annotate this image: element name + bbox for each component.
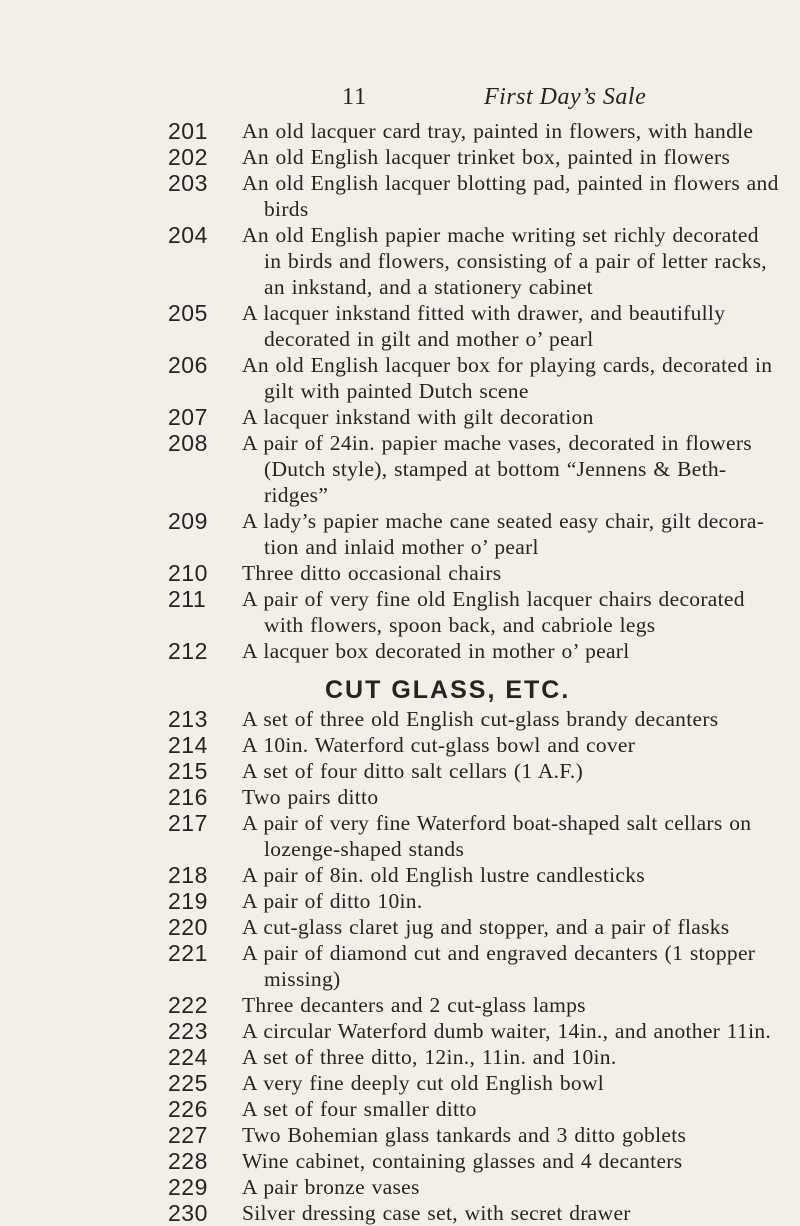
lot-description: A very fine deeply cut old English bowl xyxy=(242,1071,605,1095)
lot-number: 217 xyxy=(168,810,208,836)
lot-number: 228 xyxy=(168,1148,208,1174)
lot-entry xyxy=(0,430,800,508)
lot-number: 201 xyxy=(168,118,208,144)
lot-entry xyxy=(0,404,800,430)
lot-description: A cut-glass claret jug and stopper, and a pair of flasks xyxy=(242,915,730,939)
lot-entry xyxy=(0,706,800,732)
lot-number: 212 xyxy=(168,638,208,664)
lot-entry xyxy=(0,784,800,810)
lot-entry xyxy=(0,300,800,352)
lot-number: 216 xyxy=(168,784,208,810)
lot-description: An old lacquer card tray, painted in flowers, with handle xyxy=(242,119,754,143)
lot-description: A pair of diamond cut and engraved decanters (1 stopper missing) xyxy=(242,941,756,991)
lot-description: A pair of 24in. papier mache vases, decorated in flowers (Dutch style), stamped at bottom “Jennens & Beth-ridges” xyxy=(242,431,752,507)
lot-number: 230 xyxy=(168,1200,208,1226)
lot-description: A 10in. Waterford cut-glass bowl and cover xyxy=(242,733,636,757)
lot-number: 207 xyxy=(168,404,208,430)
lot-number: 210 xyxy=(168,560,208,586)
lot-number: 211 xyxy=(168,586,207,612)
lot-description: Wine cabinet, containing glasses and 4 decanters xyxy=(242,1149,683,1173)
lot-number: 206 xyxy=(168,352,208,378)
lot-number: 227 xyxy=(168,1122,208,1148)
lot-entry xyxy=(0,940,800,992)
lot-description: A lacquer inkstand with gilt decoration xyxy=(242,405,594,429)
lot-entry xyxy=(0,888,800,914)
section-heading: CUT GLASS, ETC. xyxy=(325,676,571,704)
lot-entry xyxy=(0,1070,800,1096)
lot-description: Two Bohemian glass tankards and 3 ditto goblets xyxy=(242,1123,687,1147)
lot-group-cut-glass xyxy=(0,706,800,1226)
lot-entry xyxy=(0,586,800,638)
lot-number: 202 xyxy=(168,144,208,170)
lot-entry xyxy=(0,144,800,170)
page-number: 11 xyxy=(342,84,368,110)
lot-description: A set of three ditto, 12in., 11in. and 10in. xyxy=(242,1045,617,1069)
lot-entry xyxy=(0,1044,800,1070)
lot-number: 225 xyxy=(168,1070,208,1096)
lot-description: A lacquer box decorated in mother o’ pearl xyxy=(242,639,630,663)
lot-number: 222 xyxy=(168,992,208,1018)
lot-description: A circular Waterford dumb waiter, 14in., and another 11in. xyxy=(242,1019,772,1043)
lot-list xyxy=(0,118,800,1226)
lot-description: A pair of very fine old English lacquer chairs decorated with flowers, spoon back, and cabriole legs xyxy=(242,587,745,637)
lot-description: An old English lacquer trinket box, painted in flowers xyxy=(242,145,731,169)
lot-number: 220 xyxy=(168,914,208,940)
lot-entry xyxy=(0,1018,800,1044)
lot-description: A set of four ditto salt cellars (1 A.F.) xyxy=(242,759,584,783)
lot-entry xyxy=(0,118,800,144)
lot-entry xyxy=(0,1200,800,1226)
lot-entry xyxy=(0,862,800,888)
lot-description: Three ditto occasional chairs xyxy=(242,561,502,585)
lot-entry xyxy=(0,638,800,664)
lot-description: Two pairs ditto xyxy=(242,785,379,809)
lot-entry xyxy=(0,914,800,940)
lot-description: A pair of 8in. old English lustre candlesticks xyxy=(242,863,645,887)
lot-entry xyxy=(0,810,800,862)
lot-description: Three decanters and 2 cut-glass lamps xyxy=(242,993,586,1017)
lot-description: Silver dressing case set, with secret drawer xyxy=(242,1201,631,1225)
lot-entry xyxy=(0,222,800,300)
lot-group-lacquer xyxy=(0,118,800,664)
lot-description: An old English lacquer box for playing cards, decorated in gilt with painted Dutch scene xyxy=(242,353,773,403)
lot-number: 219 xyxy=(168,888,208,914)
lot-description: A set of four smaller ditto xyxy=(242,1097,477,1121)
lot-description: An old English lacquer blotting pad, painted in flowers and birds xyxy=(242,171,779,221)
lot-number: 213 xyxy=(168,706,208,732)
lot-entry xyxy=(0,1148,800,1174)
lot-entry xyxy=(0,992,800,1018)
page-header xyxy=(0,84,800,114)
lot-number: 223 xyxy=(168,1018,208,1044)
lot-entry xyxy=(0,1122,800,1148)
lot-entry xyxy=(0,1096,800,1122)
lot-description: A lady’s papier mache cane seated easy chair, gilt decora-tion and inlaid mother o’ pearl xyxy=(242,509,765,559)
lot-number: 218 xyxy=(168,862,208,888)
lot-number: 204 xyxy=(168,222,208,248)
lot-entry xyxy=(0,732,800,758)
lot-description: A pair bronze vases xyxy=(242,1175,420,1199)
lot-entry xyxy=(0,758,800,784)
lot-entry xyxy=(0,170,800,222)
lot-number: 214 xyxy=(168,732,208,758)
lot-description: An old English papier mache writing set richly decorated in birds and flowers, consisting of a pair of letter racks, an inkstand, and a stationery cabinet xyxy=(242,223,767,299)
lot-number: 229 xyxy=(168,1174,208,1200)
lot-number: 208 xyxy=(168,430,208,456)
lot-number: 215 xyxy=(168,758,208,784)
lot-entry xyxy=(0,352,800,404)
lot-entry xyxy=(0,508,800,560)
lot-number: 209 xyxy=(168,508,208,534)
lot-description: A pair of ditto 10in. xyxy=(242,889,423,913)
lot-number: 226 xyxy=(168,1096,208,1122)
lot-description: A set of three old English cut-glass brandy decanters xyxy=(242,707,719,731)
lot-entry xyxy=(0,1174,800,1200)
lot-number: 205 xyxy=(168,300,208,326)
lot-description: A lacquer inkstand fitted with drawer, and beautifully decorated in gilt and mother o’ pearl xyxy=(242,301,726,351)
lot-number: 224 xyxy=(168,1044,208,1070)
lot-description: A pair of very fine Waterford boat-shaped salt cellars on lozenge-shaped stands xyxy=(242,811,752,861)
lot-number: 221 xyxy=(168,940,208,966)
lot-entry xyxy=(0,560,800,586)
running-title: First Day’s Sale xyxy=(484,84,647,110)
lot-number: 203 xyxy=(168,170,208,196)
